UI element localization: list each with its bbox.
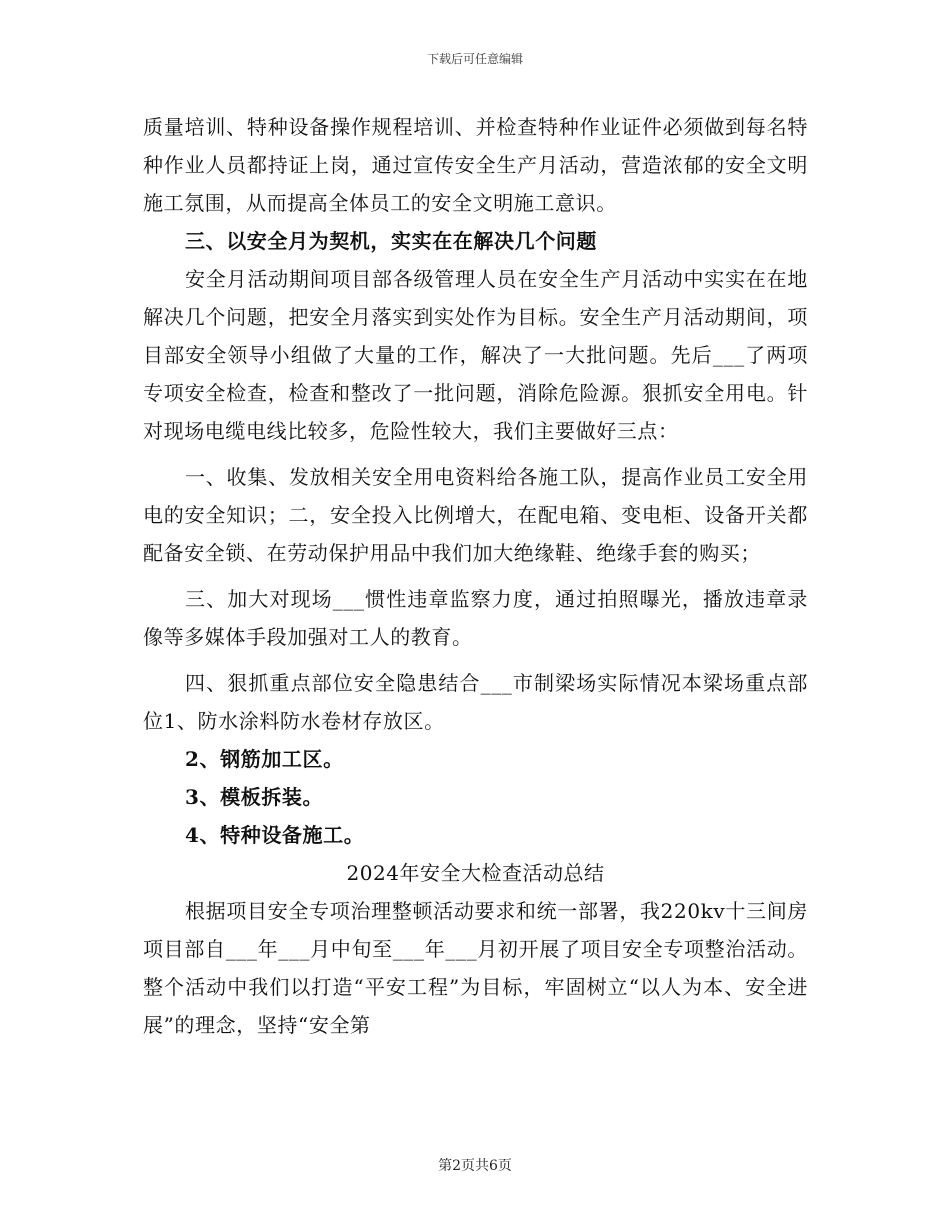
list-item-formwork: 3、模板拆装。	[185, 785, 324, 809]
paragraph-point-4: 四、狠抓重点部位安全隐患结合___市制梁场实际情况本梁场重点部位1、防水涂料防水卷材存放区。	[143, 671, 808, 733]
page-footer: 第2页共6页	[438, 1158, 512, 1174]
paragraph-training: 质量培训、特种设备操作规程培训、并检查特种作业证件必须做到每名特种作业人员都持证上岗，通过宣传安全生产月活动，营造浓郁的安全文明施工氛围，从而提高全体员工的安全文明施工意识。	[143, 115, 808, 215]
list-item-special-equipment: 4、特种设备施工。	[185, 823, 365, 847]
section-heading-3: 三、以安全月为契机，实实在在解决几个问题	[185, 229, 597, 253]
paragraph-point-1-2: 一、收集、发放相关安全用电资料给各施工队，提高作业员工安全用电的安全知识；二，安全投入比例增大，在配电箱、变电柜、设备开关都配备安全锁、在劳动保护用品中我们加大绝缘鞋、绝缘手套的购买；	[143, 465, 808, 565]
list-item-rebar: 2、钢筋加工区。	[185, 747, 344, 771]
page-header: 下载后可任意编辑	[426, 52, 523, 66]
document-body	[143, 108, 808, 1044]
document-title: 2024年安全大检查活动总结	[346, 861, 605, 885]
paragraph-summary: 根据项目安全专项治理整顿活动要求和统一部署，我220kv十三间房项目部自___年___月中旬至___年___月初开展了项目安全专项整治活动。整个活动中我们以打造“平安工程”为目标，牢固树立“以人为本、安全进展”的理念，坚持“安全第	[143, 899, 808, 1037]
paragraph-safety-month: 安全月活动期间项目部各级管理人员在安全生产月活动中实实在在地解决几个问题，把安全月落实到实处作为目标。安全生产月活动期间，项目部安全领导小组做了大量的工作，解决了一大批问题。先后___了两项专项安全检查，检查和整改了一批问题，消除危险源。狠抓安全用电。针对现场电缆电线比较多，危险性较大，我们主要做好三点：	[143, 267, 808, 443]
paragraph-point-3: 三、加大对现场___惯性违章监察力度，通过拍照曝光，播放违章录像等多媒体手段加强对工人的教育。	[143, 587, 808, 649]
